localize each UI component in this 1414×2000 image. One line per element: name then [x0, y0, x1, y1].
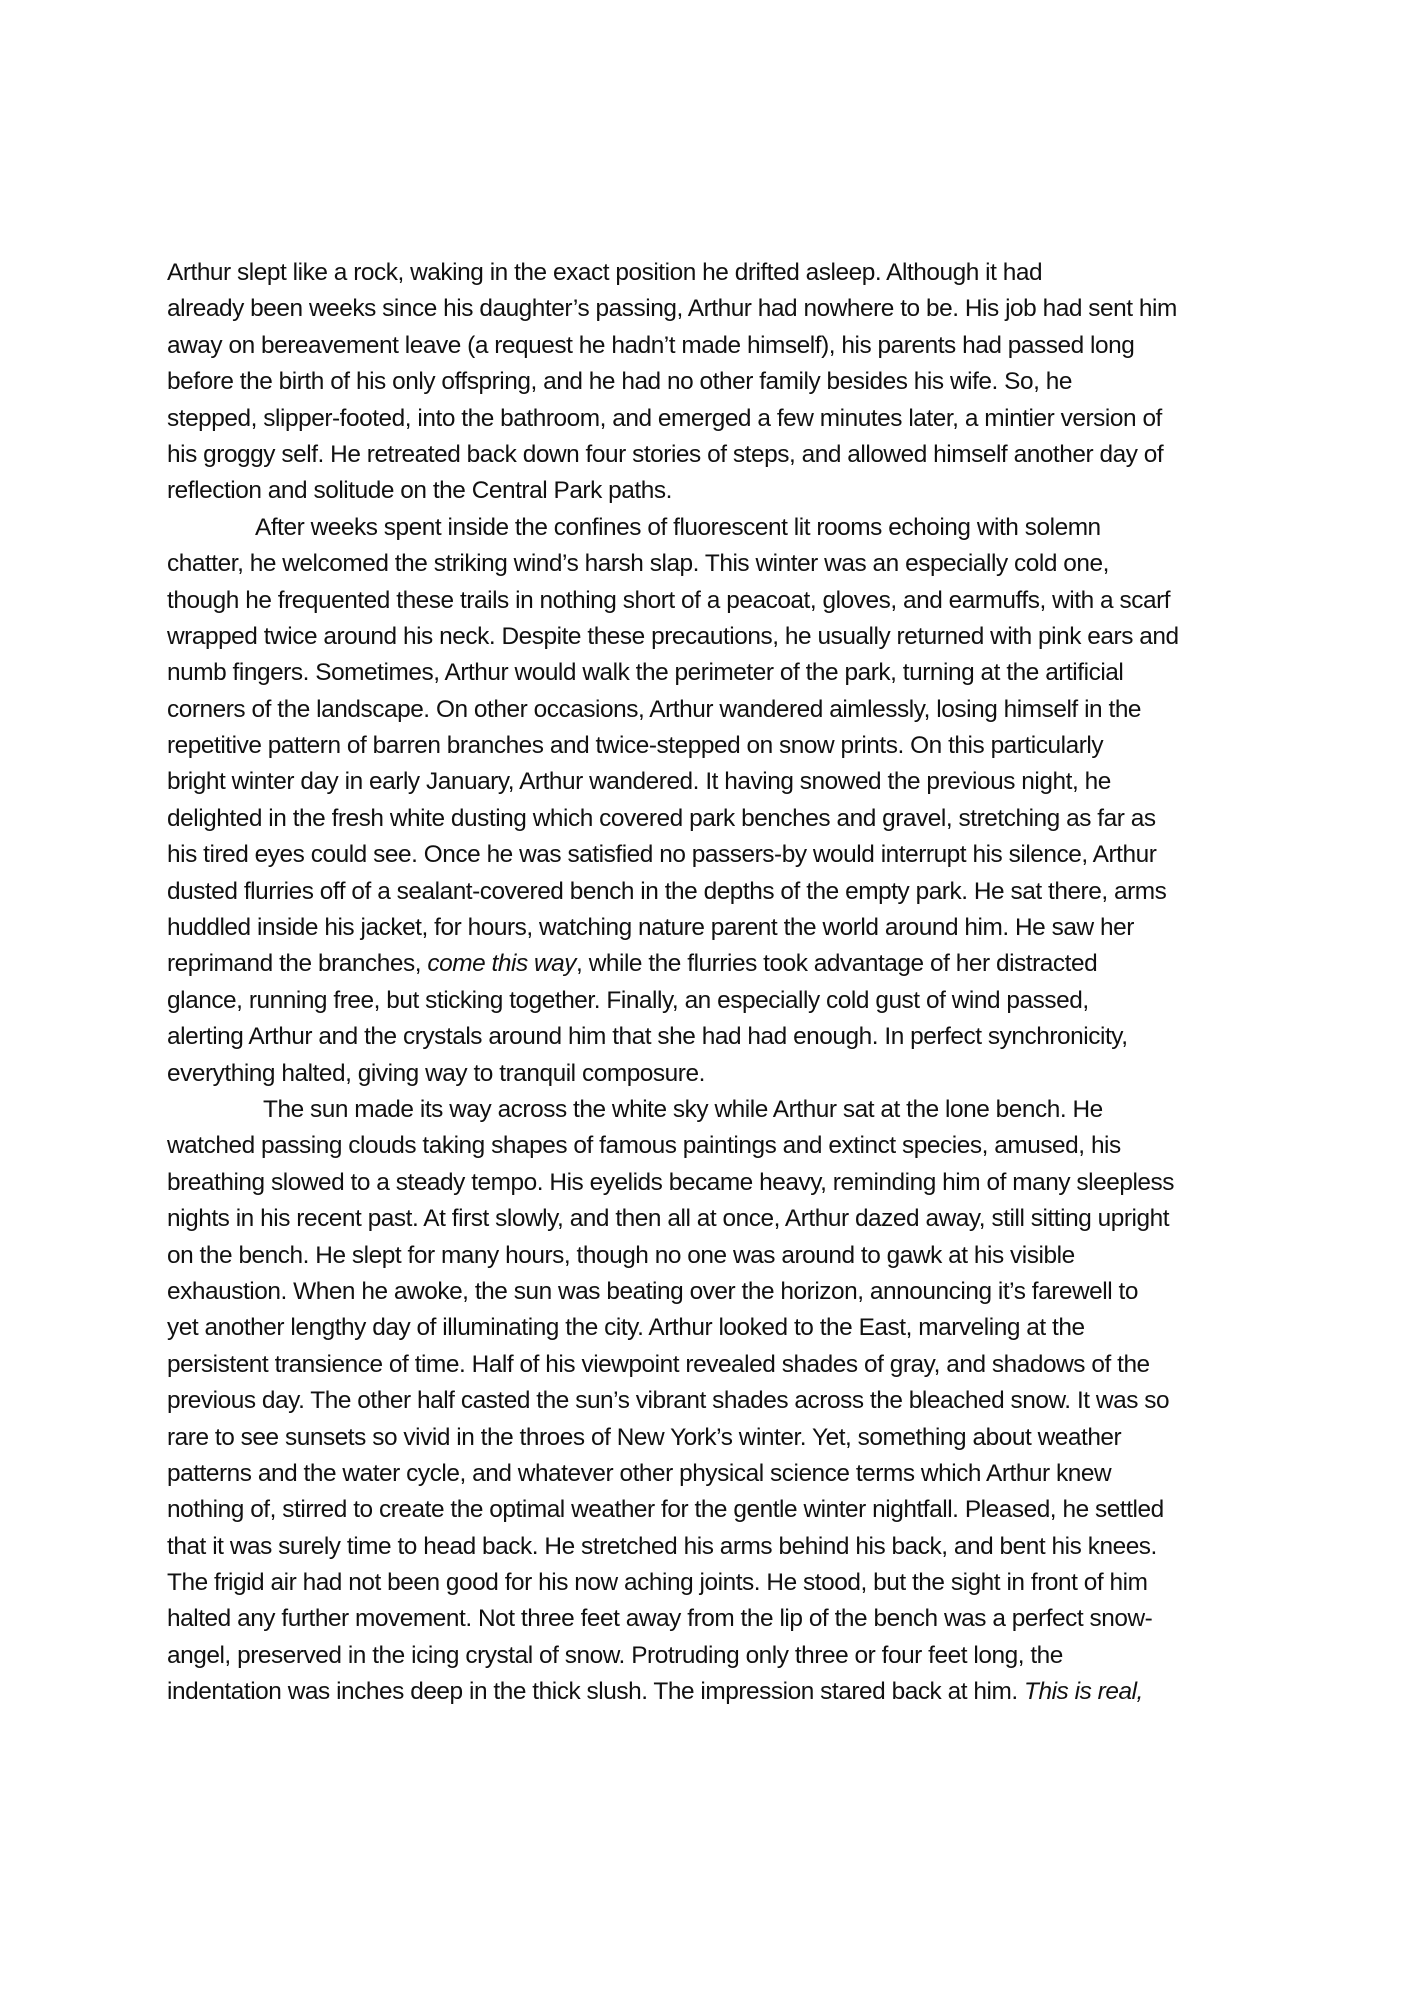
text-run: breathing slowed to a steady tempo. His eyelids became heavy, reminding him of many sleepless	[167, 1168, 1175, 1196]
text-run: persistent transience of time. Half of his viewpoint revealed shades of gray, and shadows of the	[167, 1350, 1150, 1378]
text-run: angel, preserved in the icing crystal of snow. Protruding only three or four feet long, the	[167, 1641, 1063, 1669]
text-run: watched passing clouds taking shapes of famous paintings and extinct species, amused, his	[167, 1132, 1121, 1160]
text-line	[167, 1492, 1277, 1528]
text-run: alerting Arthur and the crystals around him that she had had enough. In perfect synchronicity,	[167, 1023, 1128, 1051]
text-line	[167, 1092, 1277, 1128]
text-line	[167, 1238, 1277, 1274]
text-line	[167, 692, 1277, 728]
text-line	[167, 1128, 1277, 1164]
italic-text: come this way	[427, 950, 577, 978]
text-run: The sun made its way across the white sky while Arthur sat at the lone bench. He	[263, 1095, 1103, 1123]
text-line	[167, 583, 1277, 619]
text-run: The frigid air had not been good for his now aching joints. He stood, but the sight in front of him	[167, 1569, 1148, 1597]
text-run: huddled inside his jacket, for hours, watching nature parent the world around him. He saw her	[167, 914, 1134, 942]
text-run: before the birth of his only offspring, and he had no other family besides his wife. So, he	[167, 368, 1072, 396]
text-line	[167, 510, 1277, 546]
text-line	[167, 1420, 1277, 1456]
text-run: wrapped twice around his neck. Despite these precautions, he usually returned with pink ears and	[167, 622, 1179, 650]
text-line	[167, 619, 1277, 655]
text-line	[167, 1601, 1277, 1637]
text-run: delighted in the fresh white dusting which covered park benches and gravel, stretching as far as	[167, 804, 1156, 832]
text-run: nothing of, stirred to create the optimal weather for the gentle winter nightfall. Pleased, he settled	[167, 1496, 1164, 1524]
text-run: his groggy self. He retreated back down four stories of steps, and allowed himself another day of	[167, 440, 1164, 468]
text-run: stepped, slipper-footed, into the bathroom, and emerged a few minutes later, a mintier version of	[167, 404, 1162, 432]
text-run: repetitive pattern of barren branches and twice-stepped on snow prints. On this particularly	[167, 732, 1104, 760]
text-run: bright winter day in early January, Arthur wandered. It having snowed the previous night, he	[167, 768, 1111, 796]
text-line	[167, 255, 1277, 291]
text-run: away on bereavement leave (a request he hadn’t made himself), his parents had passed long	[167, 331, 1135, 359]
text-run: numb fingers. Sometimes, Arthur would walk the perimeter of the park, turning at the artificial	[167, 659, 1124, 687]
text-line	[167, 874, 1277, 910]
text-line	[167, 946, 1277, 982]
text-line	[167, 1565, 1277, 1601]
text-line	[167, 1274, 1277, 1310]
text-line	[167, 1383, 1277, 1419]
text-run: that it was surely time to head back. He stretched his arms behind his back, and bent his knees.	[167, 1532, 1157, 1560]
text-line	[167, 801, 1277, 837]
text-line	[167, 1165, 1277, 1201]
text-run: already been weeks since his daughter’s passing, Arthur had nowhere to be. His job had sent him	[167, 295, 1177, 323]
text-line	[167, 1201, 1277, 1237]
text-line	[167, 437, 1277, 473]
text-run: patterns and the water cycle, and whatever other physical science terms which Arthur knew	[167, 1459, 1112, 1487]
text-line	[167, 401, 1277, 437]
text-run: nights in his recent past. At first slowly, and then all at once, Arthur dazed away, still sitting upright	[167, 1205, 1170, 1233]
text-line	[167, 655, 1277, 691]
text-line	[167, 764, 1277, 800]
text-line	[167, 328, 1277, 364]
text-line	[167, 1019, 1277, 1055]
text-run: corners of the landscape. On other occasions, Arthur wandered aimlessly, losing himself in the	[167, 695, 1142, 723]
text-line	[167, 983, 1277, 1019]
text-line	[167, 364, 1277, 400]
text-line	[167, 1529, 1277, 1565]
text-line	[167, 1310, 1277, 1346]
text-run: rare to see sunsets so vivid in the throes of New York’s winter. Yet, something about weather	[167, 1423, 1122, 1451]
text-line	[167, 1456, 1277, 1492]
text-run: indentation was inches deep in the thick slush. The impression stared back at him.	[167, 1678, 1025, 1706]
text-run: everything halted, giving way to tranquil composure.	[167, 1059, 705, 1087]
italic-text: This is real,	[1024, 1678, 1143, 1706]
text-run: reflection and solitude on the Central Park paths.	[167, 477, 672, 505]
text-line	[167, 1674, 1277, 1710]
text-run: dusted flurries off of a sealant-covered bench in the depths of the empty park. He sat there, arms	[167, 877, 1167, 905]
text-line	[167, 728, 1277, 764]
text-run: halted any further movement. Not three feet away from the lip of the bench was a perfect snow-	[167, 1605, 1153, 1633]
text-run: his tired eyes could see. Once he was satisfied no passers-by would interrupt his silence, Arthur	[167, 841, 1157, 869]
text-line	[167, 291, 1277, 327]
text-run: chatter, he welcomed the striking wind’s harsh slap. This winter was an especially cold one,	[167, 550, 1109, 578]
text-run: on the bench. He slept for many hours, though no one was around to gawk at his visible	[167, 1241, 1075, 1269]
text-line	[167, 1638, 1277, 1674]
text-run: yet another lengthy day of illuminating the city. Arthur looked to the East, marveling at the	[167, 1314, 1085, 1342]
text-run: previous day. The other half casted the sun’s vibrant shades across the bleached snow. It was so	[167, 1387, 1170, 1415]
text-run: though he frequented these trails in nothing short of a peacoat, gloves, and earmuffs, with a scarf	[167, 586, 1171, 614]
text-line	[167, 1056, 1277, 1092]
text-run: reprimand the branches,	[167, 950, 428, 978]
text-run: Arthur slept like a rock, waking in the exact position he drifted asleep. Although it had	[167, 259, 1043, 286]
text-run: After weeks spent inside the confines of fluorescent lit rooms echoing with solemn	[255, 513, 1101, 541]
text-line	[167, 1347, 1277, 1383]
text-line	[167, 546, 1277, 582]
text-run: , while the flurries took advantage of her distracted	[576, 950, 1098, 978]
text-line	[167, 910, 1277, 946]
text-run: exhaustion. When he awoke, the sun was beating over the horizon, announcing it’s farewell to	[167, 1277, 1138, 1305]
text-run: glance, running free, but sticking together. Finally, an especially cold gust of wind passed,	[167, 986, 1089, 1014]
text-line	[167, 473, 1277, 509]
body-text	[167, 255, 1277, 1711]
text-line	[167, 837, 1277, 873]
